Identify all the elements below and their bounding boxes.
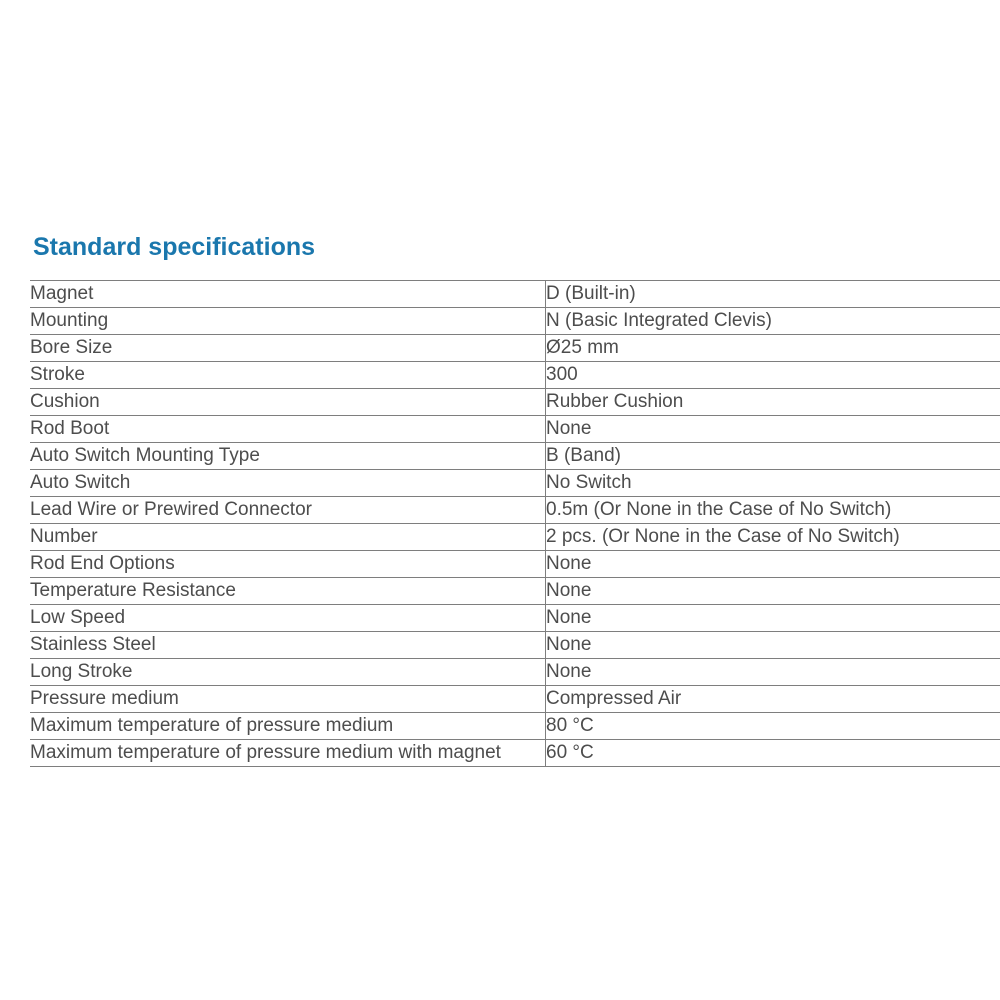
table-row [30, 686, 1000, 713]
spec-value: 80 °C [546, 713, 1000, 740]
table-row [30, 605, 1000, 632]
spec-value: None [546, 605, 1000, 632]
table-row [30, 578, 1000, 605]
table-row [30, 335, 1000, 362]
table-row [30, 659, 1000, 686]
spec-value: None [546, 551, 1000, 578]
spec-label: Rod Boot [30, 416, 546, 443]
spec-value: None [546, 578, 1000, 605]
spec-value: D (Built-in) [546, 281, 1000, 308]
table-row [30, 416, 1000, 443]
table-row [30, 362, 1000, 389]
spec-label: Maximum temperature of pressure medium [30, 713, 546, 740]
spec-label: Auto Switch [30, 470, 546, 497]
spec-value: Rubber Cushion [546, 389, 1000, 416]
spec-label: Rod End Options [30, 551, 546, 578]
spec-label: Pressure medium [30, 686, 546, 713]
spec-value: N (Basic Integrated Clevis) [546, 308, 1000, 335]
spec-label: Stroke [30, 362, 546, 389]
spec-value: B (Band) [546, 443, 1000, 470]
spec-label: Auto Switch Mounting Type [30, 443, 546, 470]
spec-value: Ø25 mm [546, 335, 1000, 362]
spec-value: None [546, 659, 1000, 686]
spec-label: Temperature Resistance [30, 578, 546, 605]
spec-label: Magnet [30, 281, 546, 308]
table-row [30, 551, 1000, 578]
spec-label: Cushion [30, 389, 546, 416]
spec-label: Bore Size [30, 335, 546, 362]
page-title: Standard specifications [33, 233, 316, 261]
spec-value: 300 [546, 362, 1000, 389]
spec-value: Compressed Air [546, 686, 1000, 713]
spec-value: 2 pcs. (Or None in the Case of No Switch) [546, 524, 1000, 551]
table-row [30, 740, 1000, 767]
spec-label: Mounting [30, 308, 546, 335]
spec-value: 0.5m (Or None in the Case of No Switch) [546, 497, 1000, 524]
standard-specifications-table [30, 280, 1000, 767]
table-row [30, 281, 1000, 308]
spec-label: Number [30, 524, 546, 551]
spec-label: Low Speed [30, 605, 546, 632]
table-row [30, 497, 1000, 524]
spec-label: Stainless Steel [30, 632, 546, 659]
table-row [30, 524, 1000, 551]
spec-value: None [546, 416, 1000, 443]
table-row [30, 713, 1000, 740]
spec-label: Lead Wire or Prewired Connector [30, 497, 546, 524]
table-row [30, 389, 1000, 416]
spec-value: 60 °C [546, 740, 1000, 767]
spec-value: No Switch [546, 470, 1000, 497]
table-row [30, 632, 1000, 659]
spec-label: Long Stroke [30, 659, 546, 686]
spec-value: None [546, 632, 1000, 659]
table-row [30, 443, 1000, 470]
table-row [30, 308, 1000, 335]
table-row [30, 470, 1000, 497]
spec-label: Maximum temperature of pressure medium with magnet [30, 740, 546, 767]
